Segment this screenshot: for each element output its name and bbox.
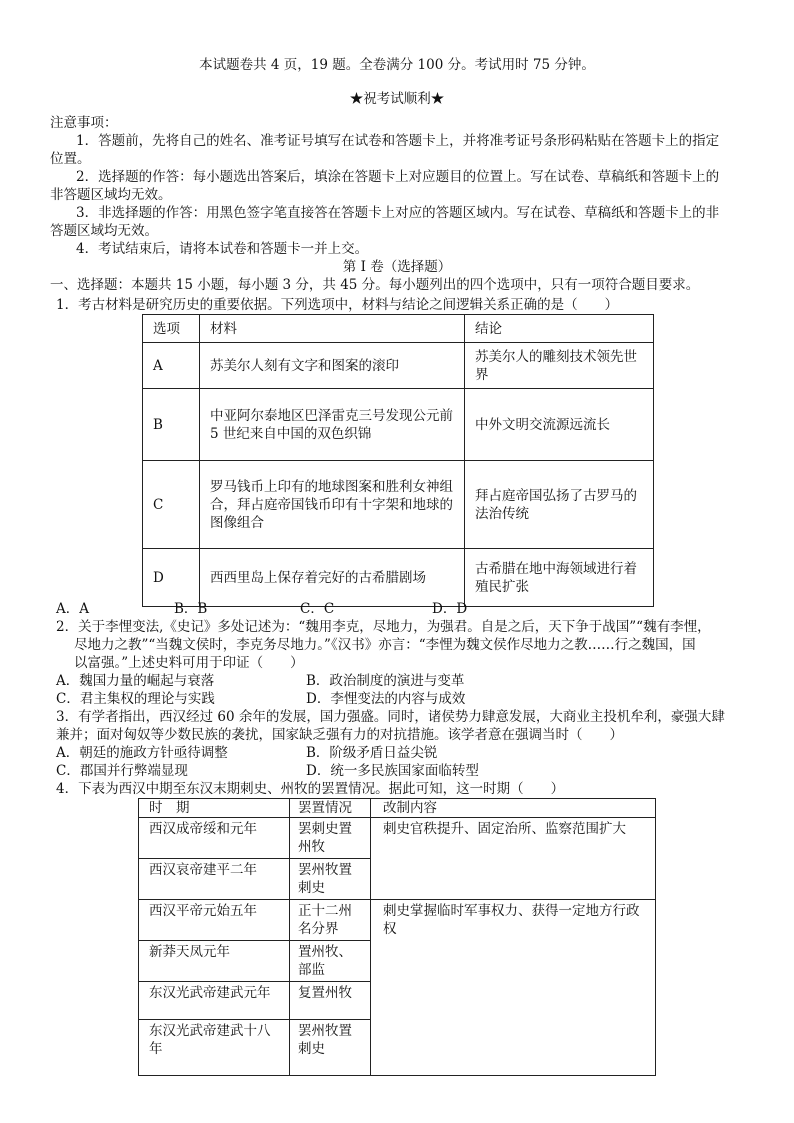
table-header: 结论 [465, 315, 654, 343]
table-cell: 罢州牧置刺史 [290, 859, 371, 900]
table-header-row [139, 799, 656, 818]
table-header-row [143, 315, 654, 343]
table-row [143, 343, 654, 389]
q3-option-d: D．统一多民族国家面临转型 [306, 763, 479, 779]
notes-title: 注意事项： [50, 115, 118, 131]
table-header: 改制内容 [371, 799, 656, 818]
q2-option-c: C．君主集权的理论与实践 [56, 691, 215, 707]
table-row [143, 549, 654, 607]
note-line: 3．非选择题的作答：用黑色签字笔直接答在答题卡上对应的答题区域内。写在试卷、草稿纸和答题卡上的非 [76, 205, 720, 221]
q3-stem: 兼并；面对匈奴等少数民族的袭扰，国家缺乏强有力的对抗措施。该学者意在强调当时（ ） [56, 727, 623, 743]
table-cell: D [143, 549, 200, 607]
q1-table [142, 314, 654, 607]
q3-option-a: A．朝廷的施政方针亟待调整 [56, 745, 228, 761]
q3-stem: 3．有学者指出，西汉经过 60 余年的发展，国力强盛。同时，诸侯势力肆意发展，大商业主投机牟利，豪强大肆 [56, 709, 725, 725]
table-header: 选项 [143, 315, 200, 343]
note-line: 1．答题前，先将自己的姓名、准考证号填写在试卷和答题卡上，并将准考证号条形码粘贴在答题卡上的指定 [76, 133, 720, 149]
q1-option-b: B．B [174, 601, 208, 617]
q2-option-a: A．魏国力量的崛起与衰落 [56, 673, 215, 689]
q4-table [138, 798, 656, 1076]
table-cell: 刺史掌握临时军事权力、获得一定地方行政权 [371, 900, 656, 1076]
q2-option-d: D．李悝变法的内容与成效 [306, 691, 466, 707]
table-cell: 中外文明交流源远流长 [465, 389, 654, 461]
table-row [143, 389, 654, 461]
table-cell: 罢刺史置州牧 [290, 818, 371, 859]
table-cell: 中亚阿尔泰地区巴泽雷克三号发现公元前 5 世纪来自中国的双色织锦 [200, 389, 465, 461]
q1-option-c: C．C [300, 601, 335, 617]
table-row [143, 461, 654, 549]
section-title: 第 I 卷（选择题） [342, 259, 452, 275]
table-row [139, 900, 656, 941]
q2-stem: 2．关于李悝变法,《史记》多处记述为：“魏用李克，尽地力，为强君。自是之后，天下争于战国”“魏有李悝， [56, 619, 711, 635]
table-cell: 罗马钱币上印有的地球图案和胜利女神组合，拜占庭帝国钱币印有十字架和地球的图像组合 [200, 461, 465, 549]
section-instruction: 一、选择题：本题共 15 小题，每小题 3 分，共 45 分。每小题列出的四个选项中，只有一项符合题目要求。 [50, 277, 700, 293]
table-cell: 西汉平帝元始五年 [139, 900, 290, 941]
table-cell: 新莽天凤元年 [139, 941, 290, 982]
q2-stem: 以富强。”上述史料可用于印证（ ） [74, 655, 304, 671]
table-header: 罢置情况 [290, 799, 371, 818]
q4-stem: 4．下表为西汉中期至东汉末期刺史、州牧的罢置情况。据此可知，这一时期（ ） [56, 781, 565, 797]
table-cell: 苏美尔人的雕刻技术领先世界 [465, 343, 654, 389]
table-cell: 西西里岛上保存着完好的古希腊剧场 [200, 549, 465, 607]
q3-option-b: B．阶级矛盾日益尖锐 [306, 745, 438, 761]
exam-info: 本试题卷共 4 页，19 题。全卷满分 100 分。考试用时 75 分钟。 [199, 57, 595, 73]
table-cell: 拜占庭帝国弘扬了古罗马的法治传统 [465, 461, 654, 549]
table-header: 材料 [200, 315, 465, 343]
table-cell: 刺史官秩提升、固定治所、监察范围扩大 [371, 818, 656, 900]
note-line: 答题区域均无效。 [50, 223, 158, 239]
q3-option-c: C．郡国并行弊端显现 [56, 763, 188, 779]
table-cell: C [143, 461, 200, 549]
table-cell: 罢州牧置刺史 [290, 1020, 371, 1076]
table-cell: A [143, 343, 200, 389]
table-cell: B [143, 389, 200, 461]
table-cell: 正十二州名分界 [290, 900, 371, 941]
note-line: 4．考试结束后，请将本试卷和答题卡一并上交。 [76, 241, 369, 257]
q1-option-a: A．A [56, 601, 89, 617]
table-cell: 古希腊在地中海领域进行着殖民扩张 [465, 549, 654, 607]
q1-option-d: D．D [432, 601, 468, 617]
note-line: 2．选择题的作答：每小题选出答案后，填涂在答题卡上对应题目的位置上。写在试卷、草稿纸和答题卡上的 [76, 169, 720, 185]
table-cell: 苏美尔人刻有文字和图案的滚印 [200, 343, 465, 389]
table-row [139, 818, 656, 859]
table-cell: 西汉成帝绥和元年 [139, 818, 290, 859]
table-cell: 置州牧、部监 [290, 941, 371, 982]
table-cell: 东汉光武帝建武元年 [139, 982, 290, 1020]
q1-stem: 1．考古材料是研究历史的重要依据。下列选项中，材料与结论之间逻辑关系正确的是（ ） [56, 297, 619, 313]
table-cell: 复置州牧 [290, 982, 371, 1020]
table-header: 时 期 [139, 799, 290, 818]
q2-option-b: B．政治制度的演进与变革 [306, 673, 465, 689]
exam-wish: ★祝考试顺利★ [349, 91, 445, 107]
note-line: 非答题区域均无效。 [50, 187, 172, 203]
note-line: 位置。 [50, 151, 91, 167]
table-cell: 西汉哀帝建平二年 [139, 859, 290, 900]
q2-stem: 尽地力之教”“当魏文侯时，李克务尽地力。”《汉书》亦言：“李悝为魏文侯作尽地力之教……行之魏国，国 [74, 637, 696, 653]
table-cell: 东汉光武帝建武十八年 [139, 1020, 290, 1076]
